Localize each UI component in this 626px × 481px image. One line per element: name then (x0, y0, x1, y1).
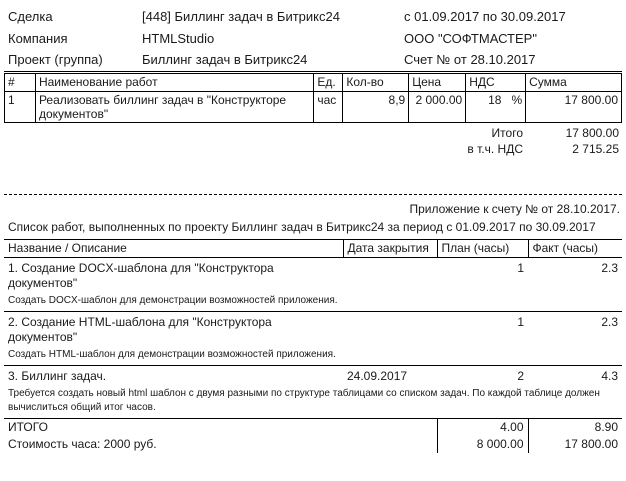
appendix-caption-row (4, 217, 622, 240)
task-close-date: 24.09.2017 (347, 369, 408, 383)
task-description-row (4, 346, 622, 366)
row-vat-rate: 18 (488, 93, 502, 107)
appendix-title: Приложение к счету № от 28.10.2017. (409, 202, 620, 216)
deal-label: Сделка (8, 9, 53, 24)
appendix-total-row (4, 419, 622, 437)
col-header-number: # (5, 74, 36, 92)
invoice-totals (4, 125, 622, 157)
deal-header (4, 6, 622, 72)
project-label: Проект (группа) (4, 49, 138, 71)
col-header-price: Цена (409, 74, 466, 92)
task-row (4, 258, 622, 293)
vat-total-label: в т.ч. НДС (467, 142, 523, 156)
task-plan-hours: 2 (517, 369, 524, 383)
company-value: HTMLStudio (142, 30, 215, 46)
task-fact-hours: 4.3 (601, 369, 618, 383)
appendix-caption: Список работ, выполненных по проекту Биллинг задач в Битрикс24 за период с 01.09.2017 по 30.09.2017 (4, 217, 622, 240)
task-name: 1. Создание DOCX-шаблона для "Конструктора документов" (8, 261, 274, 290)
appendix-cost-row (4, 436, 622, 453)
col-header-close-date: Дата закрытия (343, 240, 437, 258)
col-header-qty: Кол-во (343, 74, 409, 92)
appendix-total-plan: 4.00 (437, 419, 528, 437)
col-header-vat: НДС (466, 74, 526, 92)
row-price: 2 000.00 (409, 92, 466, 123)
project-value: Биллинг задач в Битрикс24 (138, 49, 400, 71)
task-close-date (343, 258, 437, 293)
invoice-number: Счет № от 28.10.2017 (400, 49, 622, 71)
task-plan-hours: 1 (517, 261, 524, 275)
row-number: 1 (5, 92, 36, 123)
task-close-date (343, 312, 437, 347)
col-header-title: Название / Описание (4, 240, 343, 258)
col-header-unit: Ед. (314, 74, 343, 92)
contractor-value: ООО "СОФТМАСТЕР" (404, 30, 537, 46)
header-row-project (4, 49, 622, 71)
invoice-table (4, 73, 622, 123)
task-row (4, 312, 622, 347)
company-label: Компания (8, 30, 68, 46)
task-plan-hours: 1 (517, 315, 524, 329)
task-description: Создать DOCX-шаблон для демонстрации возможностей приложения. (4, 292, 622, 312)
col-header-fact: Факт (часы) (528, 240, 622, 258)
col-header-name: Наименование работ (35, 74, 313, 92)
task-description: Создать HTML-шаблон для демонстрации возможностей приложения. (4, 346, 622, 366)
task-fact-hours: 2.3 (601, 261, 618, 275)
invoice-row (5, 92, 622, 123)
total-row (4, 125, 622, 141)
task-row (4, 366, 622, 386)
header-row-deal (4, 6, 622, 28)
task-description-row (4, 385, 622, 419)
task-name: 2. Создание HTML-шаблона для "Конструктора документов" (8, 315, 272, 344)
row-unit: час (314, 92, 343, 123)
row-sum: 17 800.00 (526, 92, 622, 123)
vat-total-value: 2 715.25 (572, 142, 619, 156)
row-vat-percent-sign: % (511, 93, 523, 107)
vat-total-row (4, 141, 622, 157)
appendix-total-label: ИТОГО (8, 420, 48, 434)
col-header-plan: План (часы) (437, 240, 528, 258)
appendix-total-fact: 8.90 (528, 419, 622, 437)
appendix-table (4, 217, 622, 453)
row-qty: 8,9 (343, 92, 409, 123)
header-row-company (4, 28, 622, 50)
period-value: с 01.09.2017 по 30.09.2017 (404, 9, 566, 24)
task-description: Требуется создать новый html шаблон с двумя разными по структуре таблицами со списком задач. По каждой таблице должен вычислиться общий итог часов. (4, 385, 622, 419)
task-fact-hours: 2.3 (601, 315, 618, 329)
total-label: Итого (491, 126, 523, 140)
row-name: Реализовать биллинг задач в "Конструкторе документов" (35, 92, 313, 123)
col-header-sum: Сумма (526, 74, 622, 92)
deal-value: [448] Биллинг задач в Битрикс24 (142, 9, 340, 24)
row-vat (466, 92, 526, 123)
hour-rate-label: Стоимость часа: 2000 руб. (8, 437, 157, 451)
appendix-plan-cost: 8 000.00 (437, 436, 528, 453)
appendix-fact-cost: 17 800.00 (528, 436, 622, 453)
appendix-header-row (4, 240, 622, 258)
invoice-header-row (5, 74, 622, 92)
task-description-row (4, 292, 622, 312)
dashed-separator (4, 194, 622, 195)
task-name: 3. Биллинг задач. (8, 369, 107, 383)
total-value: 17 800.00 (565, 126, 619, 140)
